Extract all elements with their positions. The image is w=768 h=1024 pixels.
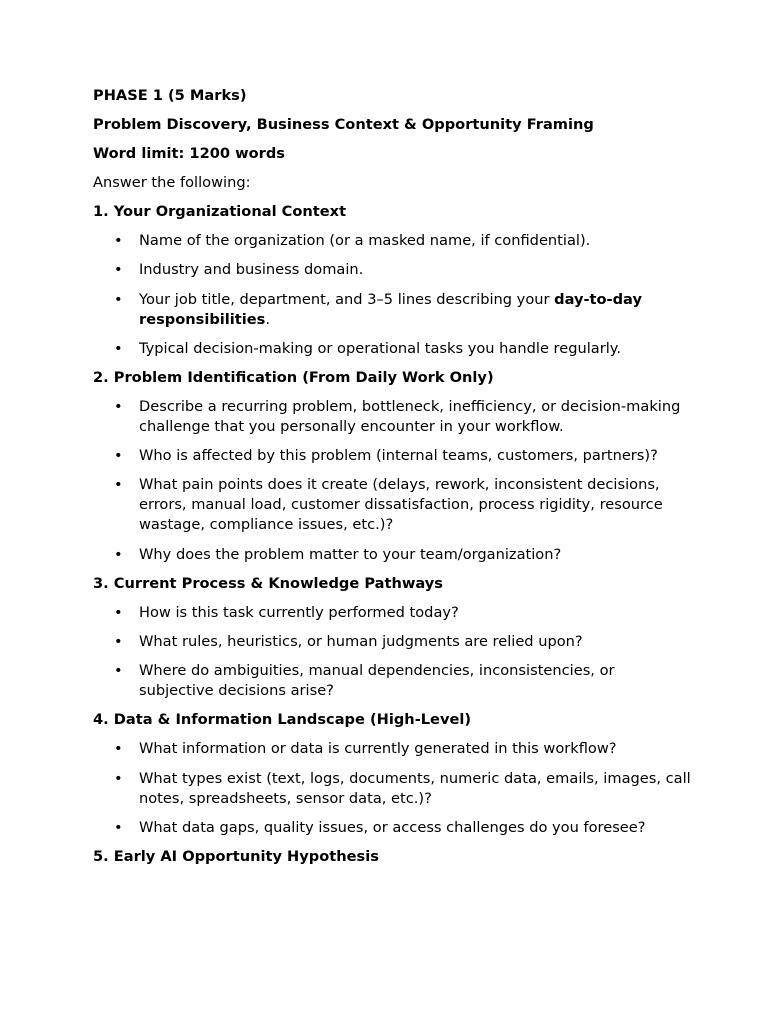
section-list-problem-identification: [93, 397, 693, 565]
document-page: [93, 86, 693, 876]
list-item: • Where do ambiguities, manual dependencies, inconsistencies, or subjective decisions arise?: [93, 661, 693, 701]
section-heading-current-process: 3. Current Process & Knowledge Pathways: [93, 574, 443, 592]
list-item: • Industry and business domain.: [93, 260, 693, 280]
list-item: • Name of the organization (or a masked name, if confidential).: [93, 231, 693, 251]
list-item-text: .: [265, 310, 270, 328]
list-item: [93, 290, 693, 330]
section-heading-ai-opportunity: 5. Early AI Opportunity Hypothesis: [93, 847, 379, 865]
list-item: • What pain points does it create (delays, rework, inconsistent decisions, errors, manual load, customer dissatisfaction, process rigidity, resource wastage, compliance issues, etc.)?: [93, 475, 693, 535]
list-item-emphasis: day-to-day responsibilities: [139, 290, 642, 328]
document-subtitle: Problem Discovery, Business Context & Opportunity Framing: [93, 116, 594, 133]
list-item: • Describe a recurring problem, bottleneck, inefficiency, or decision-making challenge that you personally encounter in your workflow.: [93, 397, 693, 437]
list-item: • Who is affected by this problem (internal teams, customers, partners)?: [93, 446, 693, 466]
section-heading-data-landscape: 4. Data & Information Landscape (High-Level): [93, 711, 472, 729]
section-list-organizational-context: [93, 231, 693, 359]
section-heading-organizational-context: 1. Your Organizational Context: [93, 203, 347, 220]
section-list-data-landscape: [93, 739, 693, 838]
section-list-current-process: [93, 603, 693, 702]
list-item: • What data gaps, quality issues, or access challenges do you foresee?: [93, 818, 693, 838]
list-item: • Typical decision-making or operational tasks you handle regularly.: [93, 339, 693, 359]
list-item: • How is this task currently performed today?: [93, 603, 693, 623]
list-item: • What information or data is currently generated in this workflow?: [93, 739, 693, 759]
list-item: • What types exist (text, logs, documents, numeric data, emails, images, call notes, spreadsheets, sensor data, etc.)?: [93, 769, 693, 809]
list-item: • What rules, heuristics, or human judgments are relied upon?: [93, 632, 693, 652]
list-item-text: Your job title, department, and 3–5 lines describing your: [139, 290, 555, 308]
instruction-text: Answer the following:: [93, 174, 251, 191]
list-item: • Why does the problem matter to your team/organization?: [93, 545, 693, 565]
phase-title: PHASE 1 (5 Marks): [93, 87, 247, 104]
section-heading-problem-identification: 2. Problem Identification (From Daily Work Only): [93, 368, 494, 386]
word-limit: Word limit: 1200 words: [93, 145, 285, 162]
